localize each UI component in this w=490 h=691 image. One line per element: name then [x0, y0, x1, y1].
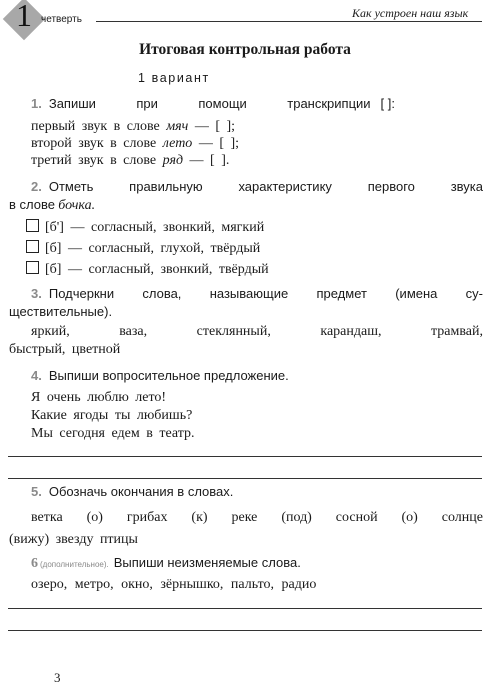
task4-sentences: [31, 389, 194, 443]
task3-words-line2: быстрый, цветной: [9, 342, 121, 357]
sentence: Мы сегодня едем в театр.: [31, 426, 195, 441]
option-row: [б] — согласный, звонкий, твёрдый: [26, 259, 269, 280]
checkbox[interactable]: [26, 219, 39, 232]
task2-instruction: 2. Отметь правильную характеристику первого звука: [31, 179, 483, 194]
task1-instruction: [31, 96, 395, 111]
task3-instruction: 3. Подчеркни слова, называющие предмет (имена су-: [31, 286, 483, 301]
book-title: Как устроен наш язык: [352, 6, 469, 20]
task1-number: 1.: [31, 96, 42, 111]
variant-label: 1 вариант: [138, 71, 210, 85]
quarter-number: 1: [16, 0, 32, 33]
task6-number: 6: [31, 556, 38, 571]
checkbox[interactable]: [26, 240, 39, 253]
answer-line[interactable]: [8, 608, 482, 609]
task5-instruction: 5. Обозначь окончания в словах.: [31, 484, 234, 499]
answer-line[interactable]: [8, 630, 482, 631]
task5-words-line1: ветка (о) грибах (к) реке (под) сосной (о) солнце: [31, 510, 483, 525]
sentence: Какие ягоды ты любишь?: [31, 408, 193, 423]
task1-bracket: [ ]:: [380, 96, 395, 111]
header-rule: [96, 21, 340, 22]
checkbox[interactable]: [26, 261, 39, 274]
task1-row: третий звук в слове ряд — [ ].: [31, 153, 230, 168]
task2-number: 2.: [31, 179, 42, 194]
task4-number: 4.: [31, 368, 42, 383]
task3-instruction-line2: ществительные).: [9, 304, 113, 319]
task3-words-line1: яркий, ваза, стеклянный, карандаш, трамвай,: [31, 324, 483, 339]
task4-instruction: 4. Выпиши вопросительное предложение.: [31, 368, 289, 383]
page-title: Итоговая контрольная работа: [139, 41, 351, 58]
task5-number: 5.: [31, 484, 42, 499]
quarter-label: четверть: [41, 14, 82, 25]
quarter-badge: [3, 0, 45, 40]
task6-instruction: 6 (дополнительное). Выпиши неизменяемые слова.: [31, 555, 301, 571]
task1-row: второй звук в слове лето — [ ];: [31, 136, 240, 151]
task2-options: [26, 217, 269, 280]
task1-row: первый звук в слове мяч — [ ];: [31, 119, 236, 134]
answer-line[interactable]: [8, 478, 482, 479]
task6-extra: (дополнительное).: [40, 560, 109, 569]
task5-words-line2: (вижу) звезду птицы: [9, 532, 138, 547]
option-row: [б'] — согласный, звонкий, мягкий: [26, 217, 269, 238]
task3-number: 3.: [31, 286, 42, 301]
answer-line[interactable]: [8, 456, 482, 457]
task1-instruction-text: Запиши при помощи транскрипции: [48, 96, 371, 111]
header-rule-right: [340, 21, 482, 22]
task2-instruction-line2: в слове бочка.: [9, 197, 96, 213]
page-number: 3: [54, 670, 61, 685]
task1-rows: [31, 118, 239, 169]
option-row: [б] — согласный, глухой, твёрдый: [26, 238, 269, 259]
task6-words: озеро, метро, окно, зёрнышко, пальто, радио: [31, 577, 317, 592]
sentence: Я очень люблю лето!: [31, 390, 167, 405]
